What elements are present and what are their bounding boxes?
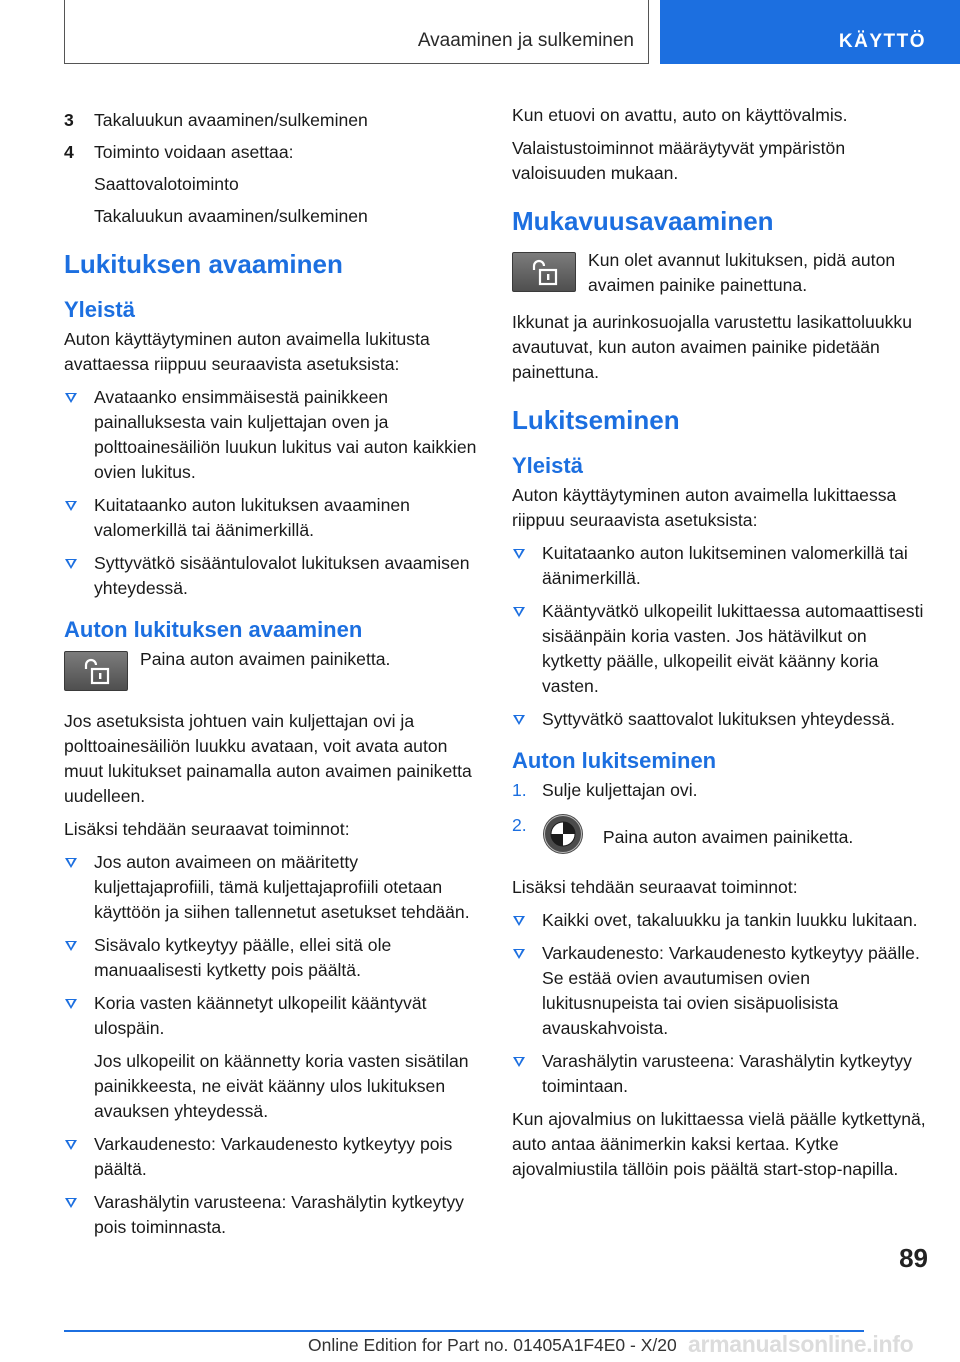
key-instruction-text: Paina auton avaimen painiketta. xyxy=(140,649,391,669)
paragraph: Kun ajovalmius on lukittaessa vielä päälle kytkettynä, auto antaa äänimerkin kaksi kertaa. Kytke ajovalmiustila tällöin pois päältä start-stop-napilla. xyxy=(512,1109,926,1179)
paragraph: Jos asetuksista johtuen vain kuljettajan ovi ja polttoainesäiliön luukku avataan, voit avata auton muut lukitukset painamalla auton avaimen painiketta uudelleen. xyxy=(64,711,472,806)
bullet-triangle-icon xyxy=(65,941,77,951)
paragraph: Lisäksi tehdään seuraavat toiminnot: xyxy=(64,819,350,839)
bullet-triangle-icon xyxy=(513,715,525,725)
bullet-item: Syttyvätkö sisääntulovalot lukituksen avaamisen yhteydessä. xyxy=(64,551,480,601)
bullet-item: Syttyvätkö saattovalot lukituksen yhteydessä. xyxy=(512,707,930,732)
chapter-tab-label: KÄYTTÖ xyxy=(838,31,926,52)
bullet-item: Sisävalo kytkeytyy päälle, ellei sitä ole manuaalisesti kytketty pois päältä. xyxy=(64,933,480,983)
bullet-item: Kääntyvätkö ulkopeilit lukittaessa automaattisesti sisäänpäin koria vasten. Jos hätävilkut on kytketty päälle, ulkopeilit eivät käänny koria vasten. xyxy=(512,599,930,699)
paragraph: Ikkunat ja aurinkosuojalla varustettu lasikattoluukku avautuvat, kun auton avaimen painike pidetään painettuna. xyxy=(512,312,912,382)
right-column xyxy=(512,103,930,1190)
section-title: Avaaminen ja sulkeminen xyxy=(417,30,634,51)
bullet-item: Jos auton avaimeen on määritetty kuljettajaprofiili, tämä kuljettajaprofiili otetaan käyttöön ja siihen tallennetut asetukset tehdään. xyxy=(64,850,480,925)
bullet-item: Varkaudenesto: Varkaudenesto kytkeytyy pois päältä. xyxy=(64,1132,480,1182)
bullet-triangle-icon xyxy=(65,393,77,403)
step-item xyxy=(512,778,930,803)
key-instruction xyxy=(512,248,930,298)
heading-car-lock: Auton lukitseminen xyxy=(512,748,717,773)
heading-lock: Lukitseminen xyxy=(512,405,680,435)
bullet-triangle-icon xyxy=(65,1198,77,1208)
paragraph: Valaistustoiminnot määräytyvät ympäristön valoisuuden mukaan. xyxy=(512,138,846,183)
unlock-key-icon xyxy=(512,252,576,292)
bullet-triangle-icon xyxy=(513,1057,525,1067)
bullet-triangle-icon xyxy=(65,1140,77,1150)
heading-general: Yleistä xyxy=(512,453,583,478)
step-number: 1. xyxy=(512,780,527,800)
paragraph: Kun etuovi on avattu, auto on käyttövalmis. xyxy=(512,105,848,125)
bullet-item: Varashälytin varusteena: Varashälytin kytkeytyy toimintaan. xyxy=(512,1049,930,1099)
heading-car-unlock: Auton lukituksen avaaminen xyxy=(64,617,363,642)
chapter-tab[interactable] xyxy=(660,0,960,64)
bullet-note: Jos ulkopeilit on käännetty koria vasten sisätilan painikkeesta, ne eivät käänny ulos lukituksen avauksen yhteydessä. xyxy=(94,1051,469,1121)
sub-item: Takaluukun avaaminen/sulkeminen xyxy=(94,206,368,226)
heading-comfort: Mukavuusavaaminen xyxy=(512,206,774,236)
page-number: 89 xyxy=(899,1243,928,1273)
watermark: armanualsonline.info xyxy=(688,1331,914,1357)
key-instruction xyxy=(64,647,480,697)
item-number: 3 xyxy=(64,110,74,130)
item-text: Takaluukun avaaminen/sulkeminen xyxy=(94,110,368,130)
bullet-item: Varashälytin varusteena: Varashälytin kytkeytyy pois toiminnasta. xyxy=(64,1190,480,1240)
key-instruction-text: Kun olet avannut lukituksen, pidä auton avaimen painike painettuna. xyxy=(588,250,896,295)
list-item xyxy=(64,140,480,165)
sub-item: Saattovalotoiminto xyxy=(94,174,239,194)
step-text: Paina auton avaimen painiketta. xyxy=(602,827,854,847)
paragraph: Auton käyttäytyminen auton avaimella lukitusta avattaessa riippuu seuraavista asetuksista: xyxy=(64,329,430,374)
bullet-triangle-icon xyxy=(65,999,77,1009)
bmw-logo-icon xyxy=(542,813,584,855)
bullet-triangle-icon xyxy=(65,858,77,868)
step-number: 2. xyxy=(512,815,527,835)
bullet-triangle-icon xyxy=(65,501,77,511)
bullet-item: Kaikki ovet, takaluukku ja tankin luukku lukitaan. xyxy=(512,908,930,933)
item-number: 4 xyxy=(64,142,74,162)
bullet-item: Kuitataanko auton lukitseminen valomerkillä tai äänimerkillä. xyxy=(512,541,930,591)
bullet-triangle-icon xyxy=(65,559,77,569)
list-item xyxy=(64,108,480,133)
heading-general: Yleistä xyxy=(64,297,135,322)
bullet-item: Kuitataanko auton lukituksen avaaminen valomerkillä tai äänimerkillä. xyxy=(64,493,480,543)
unlock-key-icon xyxy=(64,651,128,691)
bullet-item: Varkaudenesto: Varkaudenesto kytkeytyy päälle. Se estää ovien avautumisen ovien lukitusnupeista tai ovien sisäpuolisista avauskahvoista. xyxy=(512,941,930,1041)
bullet-triangle-icon xyxy=(513,607,525,617)
bullet-triangle-icon xyxy=(513,549,525,559)
left-column xyxy=(64,108,480,1248)
heading-unlock: Lukituksen avaaminen xyxy=(64,249,343,279)
step-item xyxy=(512,813,930,865)
bullet-triangle-icon xyxy=(513,916,525,926)
paragraph: Auton käyttäytyminen auton avaimella lukittaessa riippuu seuraavista asetuksista: xyxy=(512,485,897,530)
header-section-box xyxy=(64,0,649,64)
edition-text: Online Edition for Part no. 01405A1F4E0 - X/20 xyxy=(308,1335,677,1355)
item-text: Toiminto voidaan asettaa: xyxy=(94,142,294,162)
step-text: Sulje kuljettajan ovi. xyxy=(542,780,698,800)
bullet-triangle-icon xyxy=(513,949,525,959)
bullet-item: Avataanko ensimmäisestä painikkeen painalluksesta vain kuljettajan oven ja polttoainesäiliön luukun lukitus vai auton kaikkien ovien lukitus. xyxy=(64,385,480,485)
paragraph: Lisäksi tehdään seuraavat toiminnot: xyxy=(512,877,798,897)
bullet-item: Koria vasten käännetyt ulkopeilit kääntyvät ulospäin. xyxy=(64,991,480,1041)
